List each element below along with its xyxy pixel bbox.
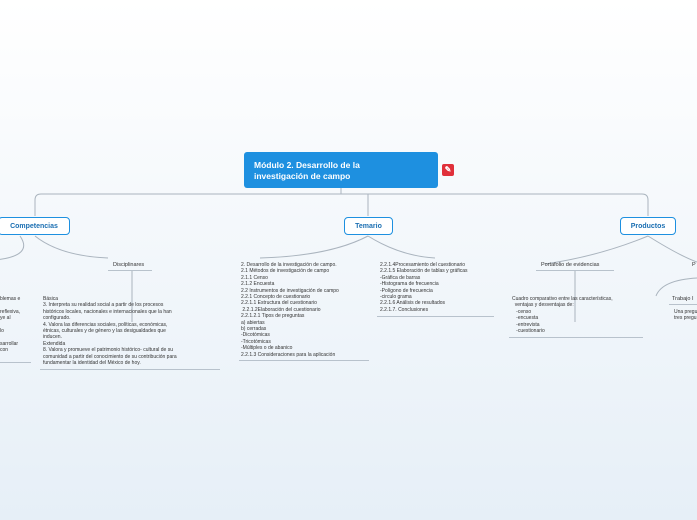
branch-competencias-label: Competencias [10,223,58,230]
cuadro-underline [509,337,643,338]
temario-col1-underline [239,360,369,361]
temario-col1-text[interactable]: 2. Desarrollo de la investigación de campo. 2.1 Métodos de investigación de campo 2.1.1 Censo 2.1.2 Encuesta 2.2 Instrumentos de investigación de campo 2.2.1 Concepto de cuestionario 2.2.1.1 Estructura del cuestionario 2.2.1.2Elaboración del cuestionario 2.2.1.2.1 Tipos de preguntas a) abiertas b) cerradas -Dicotómicas -Tricotómicas -Múltiples o de abanico 2.2.1.3 Consideraciones para la aplicación [241,262,339,358]
pregunta-text[interactable]: Una pregu tres pregu [674,309,697,322]
cuadro-comparativo-text[interactable]: Cuadro comparativo entre las características, ventajas y desventajas de: -censo -encuesta -entrevista -cuestionario [512,296,613,335]
fragment-underline [0,362,31,363]
productos-fragment-label[interactable]: P [692,262,696,268]
portafolio-label[interactable]: Portafolio de evidencias [541,262,600,268]
branch-competencias[interactable] [0,217,70,235]
disciplinares-underline [108,270,152,271]
branch-productos-label: Productos [630,223,666,230]
mindmeister-icon[interactable]: ✎ [442,164,454,176]
temario-col2-underline [377,316,494,317]
disciplinares-label[interactable]: Disciplinares [113,262,145,268]
temario-col2-text[interactable]: 2.2.1.4Procesamiento del cuestionario 2.2.1.5 Elaboración de tablas y gráficas -Gráfica de barras -Histograma de frecuencia -Polígono de frecuencia -circulo grama 2.2.1.6 Análisis de resultados 2.2.1.7. Conclusiones [380,262,468,313]
branch-productos[interactable] [620,217,676,235]
root-title-line1: Módulo 2. Desarrollo de la [254,160,360,170]
disciplinares-text-underline [40,369,220,370]
competencias-fragment-text[interactable]: blemas e reflexiva, ye al lo sarrollar con [0,296,21,354]
root-title-line2: investigación de campo [254,171,351,181]
trabajo-label[interactable]: Trabajo I [672,296,694,302]
trabajo-underline [669,304,697,305]
branch-temario[interactable] [344,217,393,235]
root-topic[interactable] [244,152,438,188]
portafolio-underline [536,270,614,271]
disciplinares-text[interactable]: Básica 3. Interpreta su realidad social a partir de los procesos históricos locales, nacionales e internacionales que la han configurado. 4. Valora las diferencias sociales, políticas, económicas, étnicas, culturales y de género y las desigualdades que inducen. Extendida 8. Valora y promueve el patrimonio histórico- cultural de su comunidad a partir del conocimiento de su contribución para fundamentar la identidad del México de hoy. [43,296,177,367]
branch-temario-label: Temario [355,223,382,230]
